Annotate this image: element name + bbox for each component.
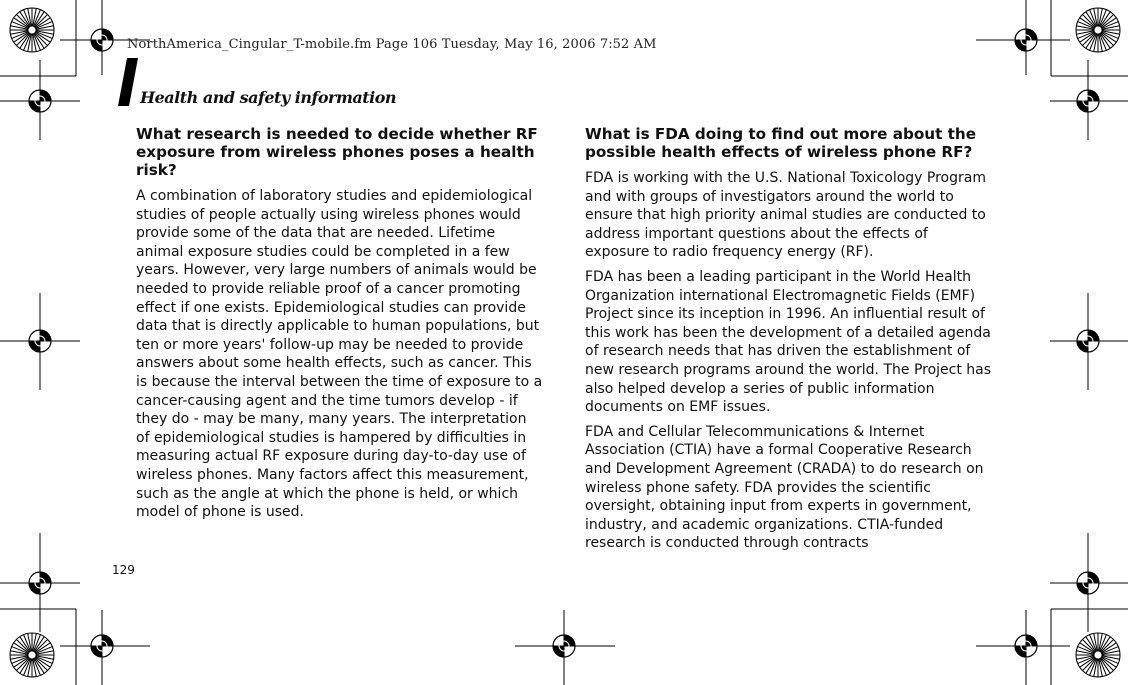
registration-mark (29, 90, 51, 112)
registration-mark (1077, 572, 1099, 594)
registration-mark (1077, 90, 1099, 112)
left-paragraph: A combination of laboratory studies and epidemiological studies of people actually using wireless phones would provide some of the data that are needed. Lifetime animal exposure studies could be completed in a few years. However, very large numbers of animals would be needed to provide reliable proof of a cancer promoting effect if one exists. Epidemiological studies can provide data that is directly applicable to human populations, but ten or more years' follow-up may be needed to provide answers about some health effects, such as cancer. This is because the interval between the time of exposure to a cancer-causing agent and the time tumors develop - if they do - may be many, many years. The interpretation of epidemiological studies is hampered by difficulties in measuring actual RF exposure during day-to-day use of wireless phones. Many factors affect this measurement, such as the angle at which the phone is held, or which model of phone is used. (136, 188, 543, 521)
right-column (585, 125, 993, 559)
registration-mark (553, 635, 575, 657)
starburst-bottom-left (10, 633, 54, 677)
print-header: NorthAmerica_Cingular_T-mobile.fm Page 106 Tuesday, May 16, 2006 7:52 AM (127, 37, 657, 52)
registration-mark (91, 29, 113, 51)
right-paragraph: FDA and Cellular Telecommunications & Internet Association (CTIA) have a formal Cooperative Research and Development Agreement (CRADA) to do research on wireless phone safety. FDA provides the scientific oversight, obtaining input from experts in government, industry, and academic organizations. CTIA-funded research is conducted through contracts (585, 423, 984, 552)
left-column (136, 125, 544, 528)
section-title: Health and safety information (140, 88, 397, 107)
right-paragraph: FDA is working with the U.S. National Toxicology Program and with groups of investigators around the world to ensure that high priority animal studies are conducted to address important questions about the effects of exposure to radio frequency energy (RF). (585, 170, 986, 261)
registration-mark (1015, 29, 1037, 51)
right-question-heading: What is FDA doing to find out more about the possible health effects of wireless phone RF? (585, 125, 977, 161)
registration-mark (1077, 330, 1099, 352)
registration-mark (29, 330, 51, 352)
page-number: 129 (112, 563, 135, 577)
section-bar-icon (118, 58, 138, 106)
starburst-bottom-right (1076, 633, 1120, 677)
left-question-heading: What research is needed to decide whether RF exposure from wireless phones poses a health risk? (136, 125, 538, 179)
registration-mark (1015, 635, 1037, 657)
starburst-top-right (1076, 8, 1120, 52)
registration-mark (29, 572, 51, 594)
starburst-top-left (10, 8, 54, 52)
registration-mark (91, 635, 113, 657)
right-paragraph: FDA has been a leading participant in the World Health Organization international Electromagnetic Fields (EMF) Project since its inception in 1996. An influential result of this work has been the development of a detailed agenda of research needs that has driven the establishment of new research programs around the world. The Project has also helped develop a series of public information documents on EMF issues. (585, 268, 992, 416)
